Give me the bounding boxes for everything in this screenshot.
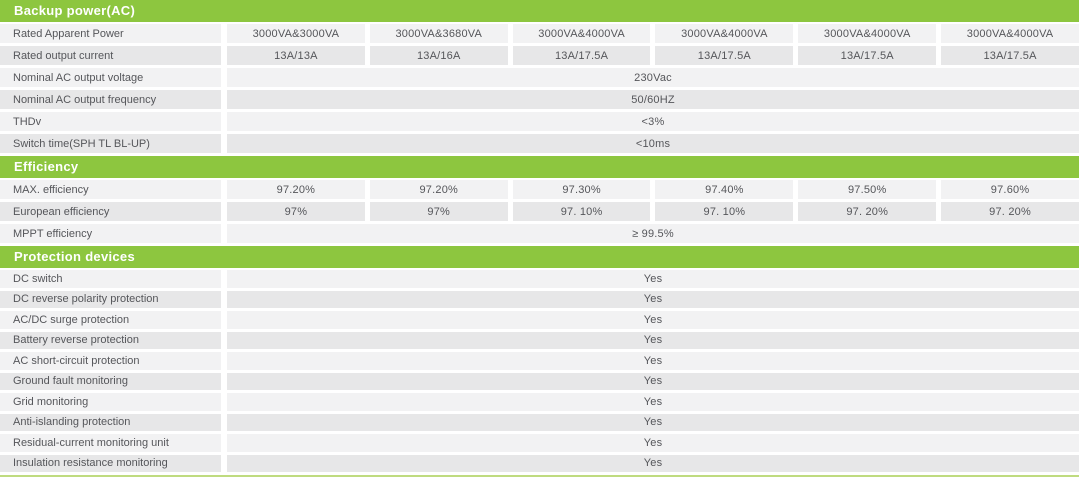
spec-value: 97.20% [227,180,365,199]
table-row [0,332,1079,350]
spec-value: 97.60% [941,180,1079,199]
spec-value: 97.40% [655,180,793,199]
row-label: DC reverse polarity protection [0,291,221,309]
spec-value-merged: Yes [227,270,1079,288]
spec-value-merged: Yes [227,332,1079,350]
row-label: Nominal AC output voltage [0,68,221,87]
spec-value-merged: Yes [227,455,1079,473]
row-label: AC short-circuit protection [0,352,221,370]
row-label: Anti-islanding protection [0,414,221,432]
spec-value: 13A/16A [370,46,508,65]
spec-value: 13A/13A [227,46,365,65]
row-label: Nominal AC output frequency [0,90,221,109]
spec-value-merged: Yes [227,414,1079,432]
section-header-backup-power: Backup power(AC) [0,0,1079,22]
table-row [0,202,1079,221]
spec-value: 97. 20% [798,202,936,221]
section-header-protection-devices: Protection devices [0,246,1079,268]
section-header-efficiency: Efficiency [0,156,1079,178]
row-label: MPPT efficiency [0,224,221,243]
table-row [0,352,1079,370]
spec-value-merged: 50/60HZ [227,90,1079,109]
spec-value: 3000VA&3000VA [227,24,365,43]
spec-value-merged: Yes [227,311,1079,329]
row-label: MAX. efficiency [0,180,221,199]
spec-value-merged: ≥ 99.5% [227,224,1079,243]
table-row [0,46,1079,65]
spec-value: 97.20% [370,180,508,199]
spec-value: 97.30% [513,180,651,199]
table-row [0,455,1079,473]
spec-value-merged: Yes [227,393,1079,411]
spec-value: 3000VA&4000VA [798,24,936,43]
spec-value-merged: <3% [227,112,1079,131]
table-row [0,24,1079,43]
spec-value: 13A/17.5A [798,46,936,65]
table-row [0,270,1079,288]
table-row [0,224,1079,243]
table-row [0,311,1079,329]
table-row [0,434,1079,452]
table-row [0,414,1079,432]
spec-value-merged: Yes [227,352,1079,370]
row-label: Battery reverse protection [0,332,221,350]
table-row [0,291,1079,309]
table-row [0,393,1079,411]
spec-value-merged: 230Vac [227,68,1079,87]
row-label: AC/DC surge protection [0,311,221,329]
row-label: Insulation resistance monitoring [0,455,221,473]
spec-value-merged: Yes [227,373,1079,391]
spec-value: 13A/17.5A [513,46,651,65]
row-label: Residual-current monitoring unit [0,434,221,452]
table-row [0,68,1079,87]
spec-value: 3000VA&4000VA [941,24,1079,43]
row-label: DC switch [0,270,221,288]
spec-value-merged: Yes [227,291,1079,309]
spec-value: 13A/17.5A [941,46,1079,65]
table-row [0,373,1079,391]
spec-value: 97. 10% [513,202,651,221]
table-row [0,112,1079,131]
spec-value: 3000VA&3680VA [370,24,508,43]
spec-value: 97% [227,202,365,221]
spec-value: 3000VA&4000VA [513,24,651,43]
spec-value: 97.50% [798,180,936,199]
table-row [0,180,1079,199]
row-label: Rated Apparent Power [0,24,221,43]
row-label: European efficiency [0,202,221,221]
spec-value-merged: <10ms [227,134,1079,153]
spec-value: 97. 10% [655,202,793,221]
row-label: Switch time(SPH TL BL-UP) [0,134,221,153]
table-row [0,90,1079,109]
row-label: Grid monitoring [0,393,221,411]
spec-value-merged: Yes [227,434,1079,452]
row-label: Ground fault monitoring [0,373,221,391]
row-label: THDv [0,112,221,131]
spec-value: 97. 20% [941,202,1079,221]
spec-value: 3000VA&4000VA [655,24,793,43]
row-label: Rated output current [0,46,221,65]
spec-value: 97% [370,202,508,221]
spec-value: 13A/17.5A [655,46,793,65]
table-row [0,134,1079,153]
